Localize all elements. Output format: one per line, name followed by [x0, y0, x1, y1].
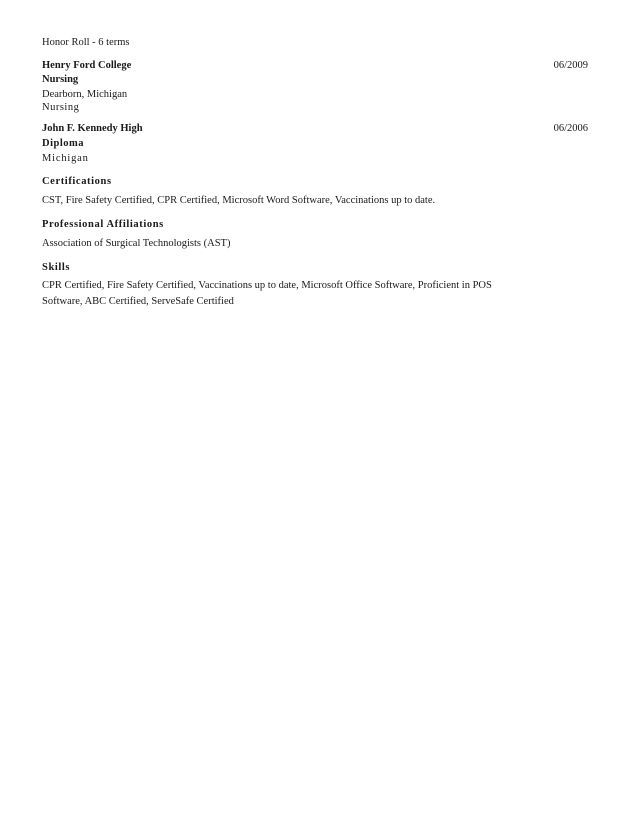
- education-degree: Nursing: [42, 74, 79, 85]
- section-heading-certifications: Certifications: [42, 176, 112, 187]
- affiliations-text: Association of Surgical Technologists (AST): [42, 238, 231, 249]
- education-date: 06/2009: [553, 60, 588, 71]
- education-location: Michigan: [42, 153, 89, 164]
- education-date: 06/2006: [553, 123, 588, 134]
- certifications-text: CST, Fire Safety Certified, CPR Certified, Microsoft Word Software, Vaccinations up to date.: [42, 195, 436, 206]
- section-heading-skills: Skills: [42, 262, 71, 273]
- education-field: Nursing: [42, 102, 80, 113]
- education-school-name: Henry Ford College: [42, 60, 132, 71]
- skills-text: CPR Certified, Fire Safety Certified, Vaccinations up to date, Microsoft Office Software, Proficient in POS Software, ABC Certified, ServeSafe Certified: [42, 280, 492, 307]
- education-degree: Diploma: [42, 138, 85, 149]
- section-heading-affiliations: Professional Affiliations: [42, 219, 164, 230]
- education-location: Dearborn, Michigan: [42, 89, 128, 100]
- honor-roll-text: Honor Roll - 6 terms: [42, 37, 130, 48]
- education-school-name: John F. Kennedy High: [42, 123, 143, 134]
